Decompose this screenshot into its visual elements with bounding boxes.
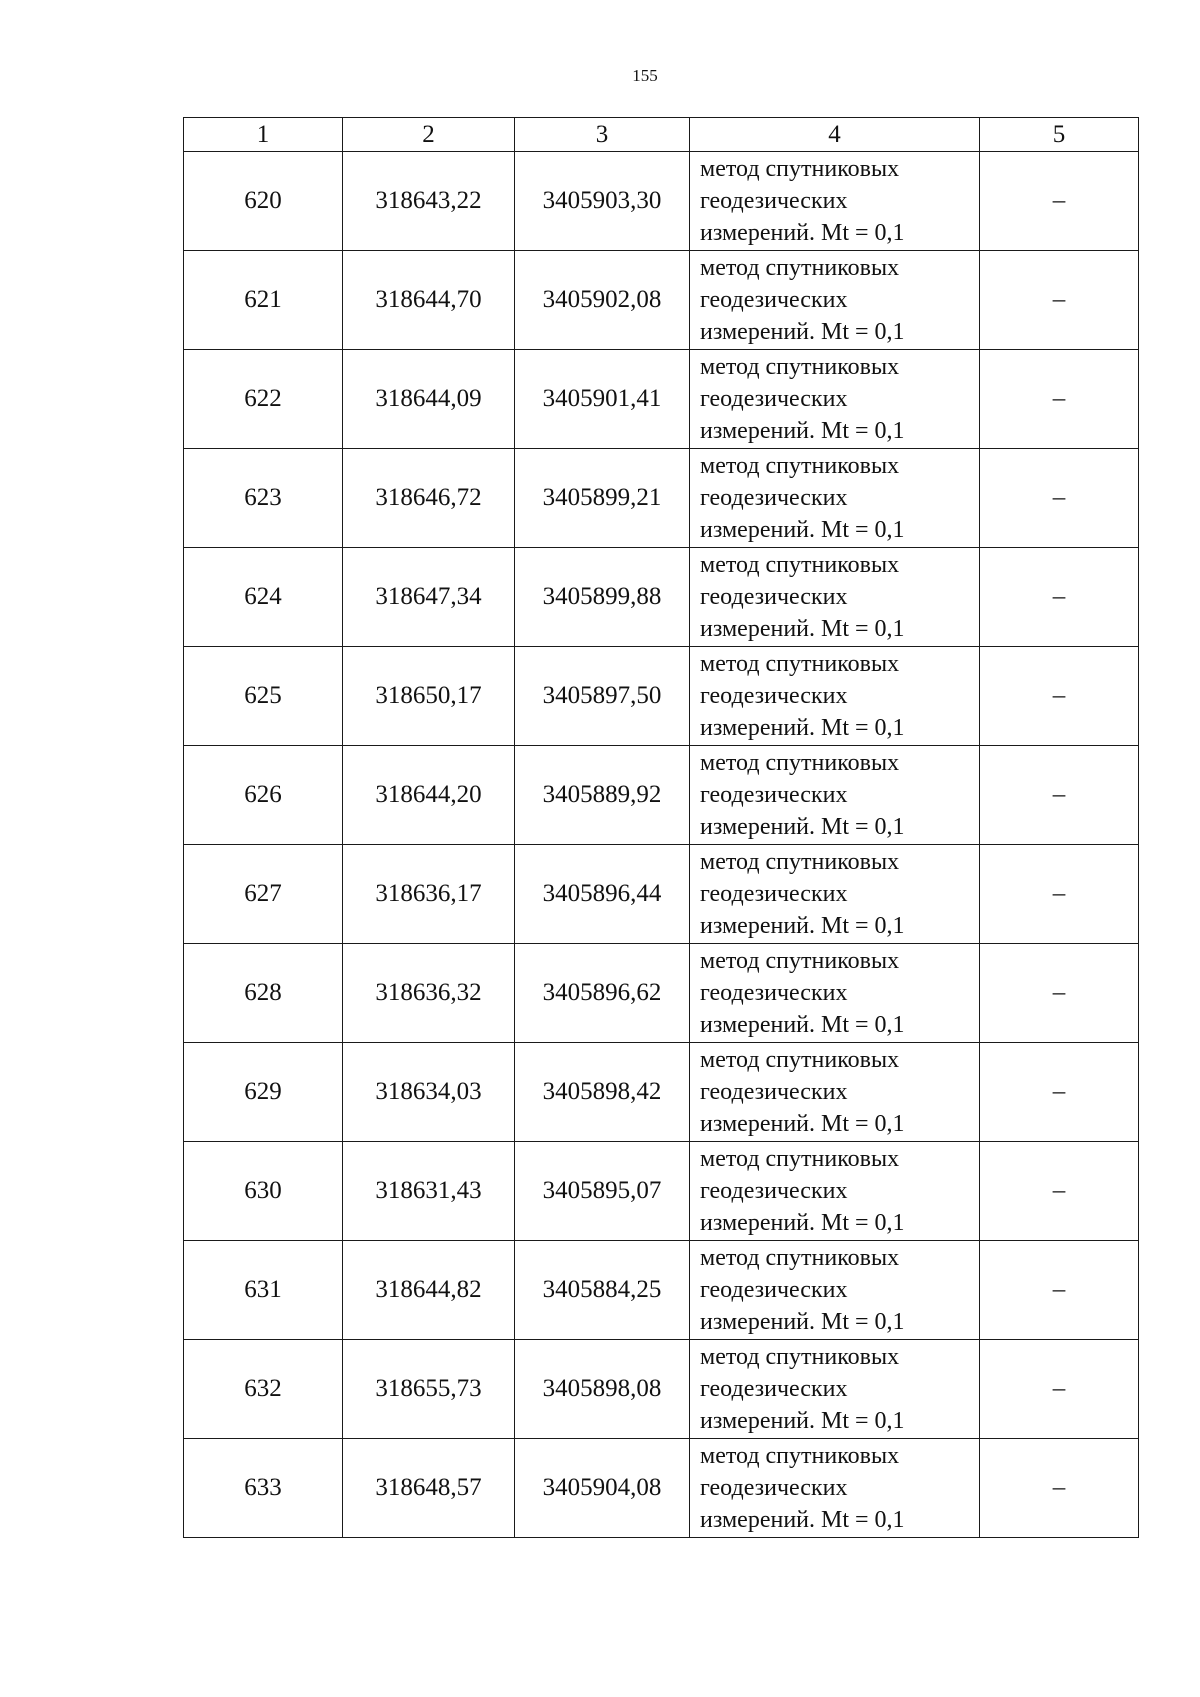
method-line: геодезических [700,782,848,808]
note-cell: – [980,152,1139,251]
method-line: геодезических [700,1475,848,1501]
method-line: метод спутниковых [700,1146,900,1172]
method-cell [690,1340,980,1439]
method-cell [690,845,980,944]
method-line: метод спутниковых [700,1443,900,1469]
method-line: измерений. Mt = 0,1 [700,1507,905,1533]
method-line: измерений. Mt = 0,1 [700,715,905,741]
method-cell [690,1043,980,1142]
point-number-cell: 621 [184,251,343,350]
x-coordinate-cell: 318643,22 [343,152,515,251]
method-line: геодезических [700,683,848,709]
method-line: метод спутниковых [700,552,900,578]
header-col-5: 5 [980,118,1139,152]
method-line: измерений. Mt = 0,1 [700,913,905,939]
method-line: геодезических [700,584,848,610]
x-coordinate-cell: 318634,03 [343,1043,515,1142]
note-cell: – [980,1340,1139,1439]
table-row [184,1241,1139,1340]
note-cell: – [980,746,1139,845]
method-cell [690,1439,980,1538]
method-line: метод спутниковых [700,1344,900,1370]
point-number-cell: 624 [184,548,343,647]
method-line: метод спутниковых [700,948,900,974]
table-row [184,845,1139,944]
table-row [184,1043,1139,1142]
method-line: измерений. Mt = 0,1 [700,814,905,840]
method-line: геодезических [700,980,848,1006]
method-line: измерений. Mt = 0,1 [700,1012,905,1038]
header-row [184,118,1139,152]
point-number-cell: 622 [184,350,343,449]
note-cell: – [980,449,1139,548]
method-line: измерений. Mt = 0,1 [700,319,905,345]
method-cell [690,1241,980,1340]
header-col-4: 4 [690,118,980,152]
note-cell: – [980,1142,1139,1241]
method-line: измерений. Mt = 0,1 [700,1309,905,1335]
point-number-cell: 625 [184,647,343,746]
y-coordinate-cell: 3405899,21 [515,449,690,548]
method-line: метод спутниковых [700,750,900,776]
table-row [184,647,1139,746]
y-coordinate-cell: 3405901,41 [515,350,690,449]
method-line: геодезических [700,188,848,214]
x-coordinate-cell: 318646,72 [343,449,515,548]
table-body [184,152,1139,1538]
x-coordinate-cell: 318655,73 [343,1340,515,1439]
x-coordinate-cell: 318647,34 [343,548,515,647]
method-line: измерений. Mt = 0,1 [700,616,905,642]
method-cell [690,350,980,449]
y-coordinate-cell: 3405889,92 [515,746,690,845]
point-number-cell: 631 [184,1241,343,1340]
point-number-cell: 627 [184,845,343,944]
method-line: измерений. Mt = 0,1 [700,1408,905,1434]
method-line: геодезических [700,1277,848,1303]
table-row [184,944,1139,1043]
y-coordinate-cell: 3405898,42 [515,1043,690,1142]
point-number-cell: 628 [184,944,343,1043]
note-cell: – [980,251,1139,350]
method-line: геодезических [700,881,848,907]
x-coordinate-cell: 318644,82 [343,1241,515,1340]
method-line: геодезических [700,1178,848,1204]
method-line: метод спутниковых [700,255,900,281]
method-line: измерений. Mt = 0,1 [700,1210,905,1236]
y-coordinate-cell: 3405896,44 [515,845,690,944]
note-cell: – [980,1241,1139,1340]
method-line: метод спутниковых [700,1245,900,1271]
table-row [184,1142,1139,1241]
table-row [184,350,1139,449]
x-coordinate-cell: 318631,43 [343,1142,515,1241]
y-coordinate-cell: 3405884,25 [515,1241,690,1340]
method-line: измерений. Mt = 0,1 [700,517,905,543]
table-header [184,118,1139,152]
method-line: измерений. Mt = 0,1 [700,1111,905,1137]
method-line: геодезических [700,1376,848,1402]
x-coordinate-cell: 318648,57 [343,1439,515,1538]
method-line: геодезических [700,1079,848,1105]
method-line: метод спутниковых [700,354,900,380]
method-line: измерений. Mt = 0,1 [700,220,905,246]
y-coordinate-cell: 3405897,50 [515,647,690,746]
header-col-1: 1 [184,118,343,152]
method-line: геодезических [700,386,848,412]
point-number-cell: 632 [184,1340,343,1439]
method-cell [690,944,980,1043]
point-number-cell: 620 [184,152,343,251]
method-cell [690,152,980,251]
method-cell [690,548,980,647]
note-cell: – [980,647,1139,746]
method-cell [690,1142,980,1241]
coordinates-table [183,117,1139,1538]
x-coordinate-cell: 318650,17 [343,647,515,746]
method-cell [690,251,980,350]
method-line: метод спутниковых [700,156,900,182]
table-row [184,1340,1139,1439]
table-row [184,152,1139,251]
note-cell: – [980,1043,1139,1142]
table-row [184,449,1139,548]
y-coordinate-cell: 3405895,07 [515,1142,690,1241]
y-coordinate-cell: 3405902,08 [515,251,690,350]
note-cell: – [980,944,1139,1043]
page-number: 155 [632,66,658,85]
method-line: метод спутниковых [700,651,900,677]
y-coordinate-cell: 3405896,62 [515,944,690,1043]
header-col-3: 3 [515,118,690,152]
x-coordinate-cell: 318644,20 [343,746,515,845]
note-cell: – [980,845,1139,944]
method-line: геодезических [700,287,848,313]
method-cell [690,647,980,746]
method-line: метод спутниковых [700,453,900,479]
method-line: геодезических [700,485,848,511]
point-number-cell: 630 [184,1142,343,1241]
x-coordinate-cell: 318636,32 [343,944,515,1043]
x-coordinate-cell: 318644,09 [343,350,515,449]
y-coordinate-cell: 3405898,08 [515,1340,690,1439]
table-row [184,251,1139,350]
x-coordinate-cell: 318644,70 [343,251,515,350]
y-coordinate-cell: 3405899,88 [515,548,690,647]
method-cell [690,746,980,845]
table-row [184,548,1139,647]
method-line: метод спутниковых [700,849,900,875]
note-cell: – [980,548,1139,647]
method-cell [690,449,980,548]
y-coordinate-cell: 3405903,30 [515,152,690,251]
note-cell: – [980,350,1139,449]
point-number-cell: 626 [184,746,343,845]
table-row [184,1439,1139,1538]
note-cell: – [980,1439,1139,1538]
point-number-cell: 629 [184,1043,343,1142]
method-line: метод спутниковых [700,1047,900,1073]
x-coordinate-cell: 318636,17 [343,845,515,944]
method-line: измерений. Mt = 0,1 [700,418,905,444]
point-number-cell: 623 [184,449,343,548]
point-number-cell: 633 [184,1439,343,1538]
y-coordinate-cell: 3405904,08 [515,1439,690,1538]
table-row [184,746,1139,845]
header-col-2: 2 [343,118,515,152]
